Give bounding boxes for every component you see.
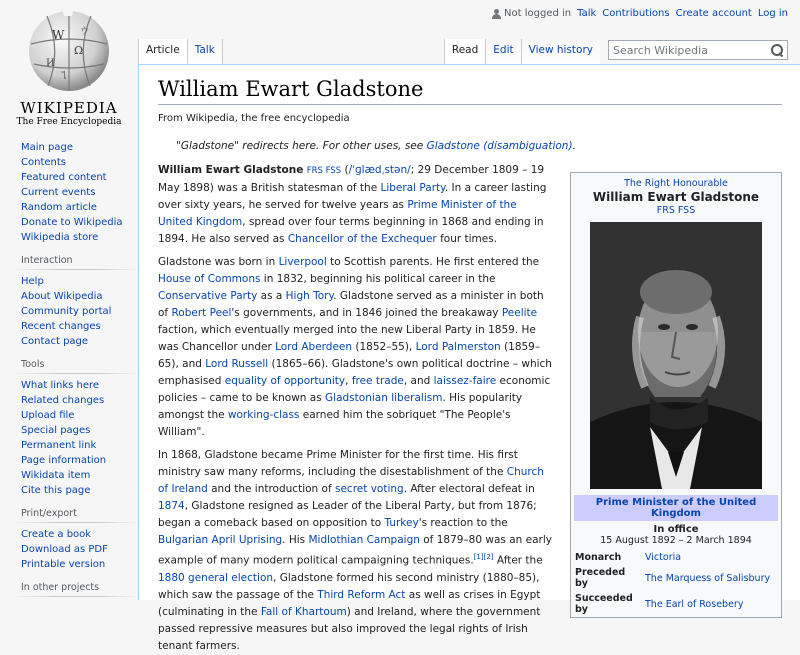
tools-portal	[0, 359, 138, 498]
cite-this-page-link[interactable]: Cite this page	[21, 485, 91, 496]
permanent-link[interactable]: Permanent link	[21, 440, 97, 451]
current-events-link[interactable]: Current events	[21, 187, 96, 198]
sidebar-item[interactable]	[21, 289, 138, 304]
disambiguation-link[interactable]: Gladstone (disambiguation)	[426, 140, 573, 152]
search-box	[608, 40, 788, 60]
ipa-link[interactable]: /ˈɡlædˌstən/	[348, 164, 411, 176]
view-tabs	[444, 39, 800, 64]
article-content	[138, 64, 800, 652]
site-subtitle: From Wikipedia, the free encyclopedia	[158, 113, 350, 124]
featured-content-link[interactable]: Featured content	[21, 172, 107, 183]
wordmark: WIKIPEDIA	[20, 99, 118, 117]
sidebar-item[interactable]	[21, 378, 138, 393]
contributions-link[interactable]: Contributions	[602, 8, 670, 19]
conservative-party-link[interactable]: Conservative Party	[158, 290, 258, 302]
infobox-post-nominals	[571, 205, 781, 216]
hatnote-text: "Gladstone" redirects here. For other uses, see	[176, 140, 427, 152]
printable-version-link[interactable]: Printable version	[21, 559, 106, 570]
tab-talk-label[interactable]: Talk	[194, 44, 215, 56]
secret-voting-link[interactable]: secret voting	[334, 483, 404, 495]
working-class-link[interactable]: working-class	[227, 409, 300, 421]
high-tory-link[interactable]: High Tory	[285, 290, 334, 302]
monarch-link[interactable]: Victoria	[645, 552, 682, 563]
main-page-link[interactable]: Main page	[21, 142, 74, 153]
special-pages-link[interactable]: Special pages	[21, 425, 91, 436]
infobox	[570, 172, 782, 618]
tagline: The Free Encyclopedia	[16, 117, 122, 127]
fall-of-khartoum-link[interactable]: Fall of Khartoum	[260, 605, 347, 618]
not-logged-in: Not logged in	[492, 8, 571, 19]
liverpool-link[interactable]: Liverpool	[278, 256, 327, 268]
create-book-link[interactable]: Create a book	[21, 529, 92, 540]
other-projects-heading: In other projects	[12, 582, 138, 597]
election-1874-link[interactable]: 1874	[158, 500, 185, 512]
lord-aberdeen-link[interactable]: Lord Aberdeen	[275, 341, 353, 353]
preceded-by-link[interactable]: The Marquess of Salisbury	[645, 572, 771, 584]
laissez-faire-link[interactable]: laissez-faire	[433, 375, 497, 387]
tab-talk[interactable]	[187, 39, 223, 64]
midlothian-link[interactable]: Midlothian Campaign	[308, 534, 420, 546]
tools-heading: Tools	[12, 359, 138, 374]
user-icon	[492, 9, 501, 19]
in-office-dates: 15 August 1892 – 2 March 1894	[600, 535, 752, 546]
house-of-commons-link[interactable]: House of Commons	[158, 273, 261, 285]
print-export-heading: Print/export	[12, 508, 138, 523]
infobox-office	[574, 495, 778, 521]
what-links-here-link[interactable]: What links here	[21, 380, 100, 391]
personal-tools	[492, 8, 788, 19]
tab-edit[interactable]	[485, 39, 520, 64]
infobox-row	[571, 565, 781, 591]
related-changes-link[interactable]: Related changes	[21, 395, 105, 406]
sidebar-item[interactable]	[21, 483, 138, 498]
user-talk-link[interactable]: Talk	[577, 8, 597, 19]
svg-text:W: W	[52, 28, 65, 42]
infobox-table	[571, 550, 781, 617]
monarch-label: Monarch	[575, 552, 622, 563]
navigation-portal	[0, 140, 138, 245]
sidebar-item[interactable]	[21, 274, 138, 289]
liberal-party-link[interactable]: Liberal Party	[380, 182, 445, 194]
puzzle-globe-icon	[22, 4, 116, 94]
log-in-link[interactable]: Log in	[757, 8, 788, 19]
contents-link[interactable]: Contents	[21, 157, 66, 168]
tab-article[interactable]	[138, 39, 187, 64]
tab-edit-label[interactable]: Edit	[493, 44, 514, 56]
search-input[interactable]	[613, 44, 771, 57]
help-link[interactable]: Help	[21, 276, 44, 287]
sidebar-item[interactable]	[21, 408, 138, 423]
sidebar-item[interactable]	[21, 542, 138, 557]
sidebar-item[interactable]	[21, 215, 138, 230]
about-wikipedia-link[interactable]: About Wikipedia	[21, 291, 103, 302]
equality-link[interactable]: equality of opportunity	[224, 375, 346, 387]
frs-link[interactable]: FRS	[306, 166, 323, 176]
in-office-label: In office	[653, 524, 699, 535]
office-link[interactable]: Prime Minister of the United Kingdom	[595, 497, 757, 519]
third-reform-act-link[interactable]: Third Reform Act	[317, 588, 406, 601]
sidebar-item[interactable]	[21, 423, 138, 438]
other-projects-portal	[0, 582, 138, 597]
sidebar-item[interactable]	[21, 527, 138, 542]
gladstonian-liberalism-link[interactable]: Gladstonian liberalism	[325, 392, 443, 404]
succeeded-by-label: Succeeded by	[575, 593, 633, 615]
sidebar-item[interactable]	[21, 230, 138, 245]
paragraph: Gladstone was born in Liverpool to Scottish parents. He first entered the House of Commons in 1832, beginning his political career in the Conservative Party as a High Tory. Gladstone served as a minister in both of Robert Peel's governments, and in 1846 joined the breakaway Peelite faction, which eventually merged into the new Liberal Party in 1859. He was Chancellor under Lord Aberdeen (1852–55), Lord Palmerston (1859–65), and Lord Russell (1865–66). Gladstone's own political doctrine – which emphasised equality of opportunity, free trade, and laissez-faire economic policies – came to be known as Gladstonian liberalism. His popularity amongst the working-class earned him the sobriquet "The People's William".	[158, 256, 552, 438]
wikidata-item-link[interactable]: Wikidata item	[21, 470, 91, 481]
chancellor-link[interactable]: Chancellor of the Exchequer	[287, 233, 437, 245]
sidebar-item[interactable]	[21, 155, 138, 170]
sidebar-item[interactable]	[21, 393, 138, 408]
svg-text:И: И	[46, 58, 55, 69]
infobox-name: William Ewart Gladstone	[592, 190, 760, 204]
community-portal-link[interactable]: Community portal	[21, 306, 112, 317]
paragraph: In 1868, Gladstone became Prime Minister for the first time. His first ministry saw many reforms, including the disestablishment of the Church of Ireland and the introduction of secret voting. After electoral defeat in 1874, Gladstone resigned as Leader of the Liberal Party, but from 1876; began a comeback based on opposition to Turkey's reaction to the Bulgarian April Uprising. His Midlothian Campaign of 1879–80 was an early example of many modern political campaigning techniques.[1][2] After the 1880 general election, Gladstone formed his second ministry (1880–85), which saw the passage of the Third Reform Act as well as crises in Egypt (culminating in the Fall of Khartoum) and Ireland, where the government passed repressive measures but also improved the legal rights of Irish tenant farmers.	[158, 449, 552, 652]
preceded-by-label: Preceded by	[575, 567, 626, 589]
election-1880-link[interactable]: 1880 general election	[158, 571, 274, 584]
svg-text:ไ: ไ	[62, 72, 67, 82]
tab-view-history[interactable]	[521, 39, 600, 64]
paragraph: William Ewart Gladstone FRS FSS (/ˈɡlædˌstən/; 29 December 1809 – 19 May 1898) was a British statesman of the Liberal Party. In a career lasting over sixty years, he served for twelve years as Prime Minister of the United Kingdom, spread over four terms beginning in 1868 and ending in 1894. He also served as Chancellor of the Exchequer four times.	[158, 164, 547, 245]
hatnote-suffix: .	[572, 140, 576, 152]
sidebar-item[interactable]	[21, 185, 138, 200]
tab-read[interactable]	[444, 39, 485, 64]
lord-palmerston-link[interactable]: Lord Palmerston	[415, 341, 501, 353]
post-nominals-link[interactable]: FRS FSS	[656, 205, 696, 216]
wikipedia-store-link[interactable]: Wikipedia store	[21, 232, 99, 243]
search-icon[interactable]	[771, 44, 783, 56]
bulgarian-uprising-link[interactable]: Bulgarian April Uprising	[158, 534, 283, 546]
namespace-tabs	[138, 39, 223, 64]
church-of-ireland-link[interactable]: Church of Ireland	[158, 466, 544, 495]
print-export-portal	[0, 508, 138, 572]
page-information-link[interactable]: Page information	[21, 455, 107, 466]
lord-russell-link[interactable]: Lord Russell	[205, 358, 269, 370]
download-pdf-link[interactable]: Download as PDF	[21, 544, 108, 555]
sidebar-item[interactable]	[21, 334, 138, 349]
pm-link[interactable]: Prime Minister of the United Kingdom	[158, 199, 517, 228]
sidebar-item[interactable]	[21, 468, 138, 483]
svg-text:ウ: ウ	[80, 27, 90, 37]
fss-link[interactable]: FSS	[325, 166, 342, 176]
interaction-heading: Interaction	[12, 255, 138, 270]
interaction-portal	[0, 255, 138, 349]
robert-peel-link[interactable]: Robert Peel	[171, 307, 232, 319]
upload-file-link[interactable]: Upload file	[21, 410, 75, 421]
create-account-link[interactable]: Create account	[675, 8, 752, 19]
donate-link[interactable]: Donate to Wikipedia	[21, 217, 123, 228]
svg-text:Ω: Ω	[74, 44, 84, 57]
succeeded-by-link[interactable]: The Earl of Rosebery	[645, 598, 744, 610]
wikipedia-logo[interactable]	[0, 0, 138, 130]
random-article-link[interactable]: Random article	[21, 202, 97, 213]
infobox-honorific: The Right Honourable	[624, 178, 728, 189]
sidebar-item[interactable]	[21, 200, 138, 215]
sidebar-item[interactable]	[21, 170, 138, 185]
sidebar-item[interactable]	[21, 140, 138, 155]
infobox-row	[571, 550, 781, 565]
recent-changes-link[interactable]: Recent changes	[21, 321, 101, 332]
citation-2[interactable]: [2]	[483, 553, 494, 561]
sidebar-item[interactable]	[21, 557, 138, 572]
infobox-row	[571, 591, 781, 617]
portrait-image[interactable]	[571, 222, 781, 489]
tab-article-label[interactable]: Article	[146, 44, 180, 56]
sidebar-item[interactable]	[21, 453, 138, 468]
tab-read-label[interactable]: Read	[451, 44, 479, 56]
contact-page-link[interactable]: Contact page	[21, 336, 89, 347]
peelite-link[interactable]: Peelite	[501, 307, 538, 319]
turkey-link[interactable]: Turkey	[384, 517, 419, 529]
hatnote	[158, 140, 800, 152]
sidebar-item[interactable]	[21, 319, 138, 334]
portrait-photo[interactable]	[590, 222, 762, 489]
sidebar	[0, 140, 138, 607]
citation-1[interactable]: [1]	[473, 553, 484, 561]
page-title: William Ewart Gladstone	[158, 77, 782, 105]
free-trade-link[interactable]: free trade	[351, 375, 404, 387]
sidebar-item[interactable]	[21, 304, 138, 319]
tab-view-history-label[interactable]: View history	[528, 44, 593, 56]
sidebar-item[interactable]	[21, 438, 138, 453]
